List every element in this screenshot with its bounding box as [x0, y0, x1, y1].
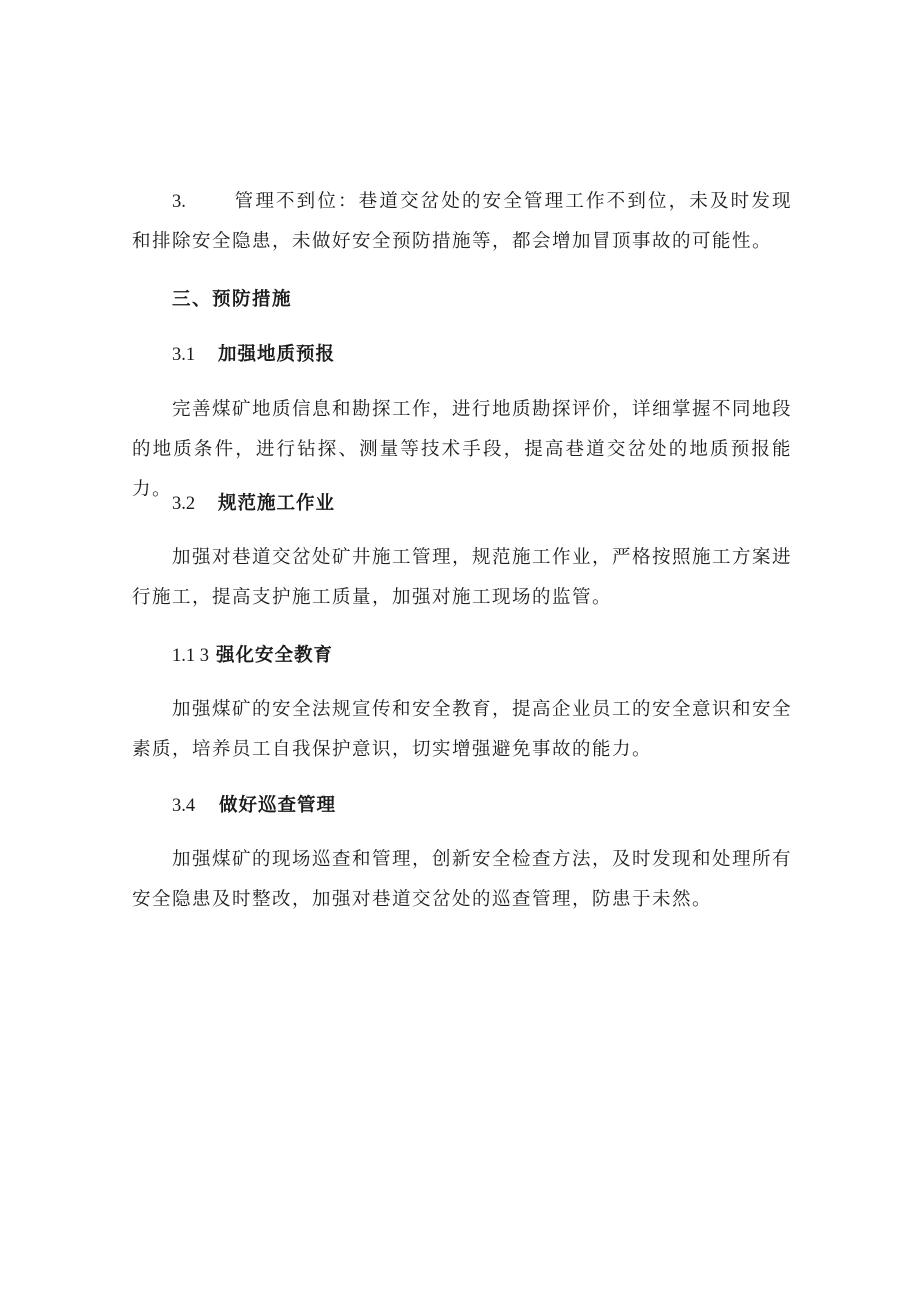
subsection-number: 3.4 — [172, 796, 196, 816]
subsection-title: 强化安全教育 — [216, 645, 334, 666]
subsection-body-3-4: 加强煤矿的现场巡查和管理，创新安全检查方法，及时发现和处理所有安全隐患及时整改，加强对巷道交岔处的巡查管理，防患于未然。 — [132, 849, 793, 910]
subsection-body-3-2: 加强对巷道交岔处矿井施工管理，规范施工作业，严格按照施工方案进行施工，提高支护施工质量，加强对施工现场的监管。 — [132, 547, 793, 608]
subsection-heading-3-4 — [172, 786, 336, 826]
section-title: 三、预防措施 — [172, 289, 293, 310]
list-item-text: 管理不到位：巷道交岔处的安全管理工作不到位，未及时发现和排除安全隐患，未做好安全预防措施等，都会增加冒顶事故的可能性。 — [132, 191, 792, 252]
subsection-heading-3-3 — [172, 636, 333, 676]
subsection-heading-3-1 — [172, 335, 335, 375]
subsection-number: 3.1 — [172, 345, 196, 365]
subsection-title: 规范施工作业 — [218, 493, 336, 514]
subsection-number: 1.1 3 — [172, 646, 209, 666]
list-item-3 — [132, 182, 792, 262]
subsection-body-3-3: 加强煤矿的安全法规宣传和安全教育，提高企业员工的安全意识和安全素质，培养员工自我保护意识，切实增强避免事故的能力。 — [132, 699, 793, 760]
subsection-number: 3.2 — [172, 494, 196, 514]
list-item-number: 3. — [172, 192, 186, 212]
subsection-title: 加强地质预报 — [218, 344, 336, 365]
subsection-heading-3-2 — [172, 484, 335, 524]
subsection-title: 做好巡查管理 — [219, 795, 337, 816]
subsection-body-3-1: 完善煤矿地质信息和勘探工作，进行地质勘探评价，详细掌握不同地段的地质条件，进行钻探、测量等技术手段，提高巷道交岔处的地质预报能力。 — [132, 399, 793, 500]
